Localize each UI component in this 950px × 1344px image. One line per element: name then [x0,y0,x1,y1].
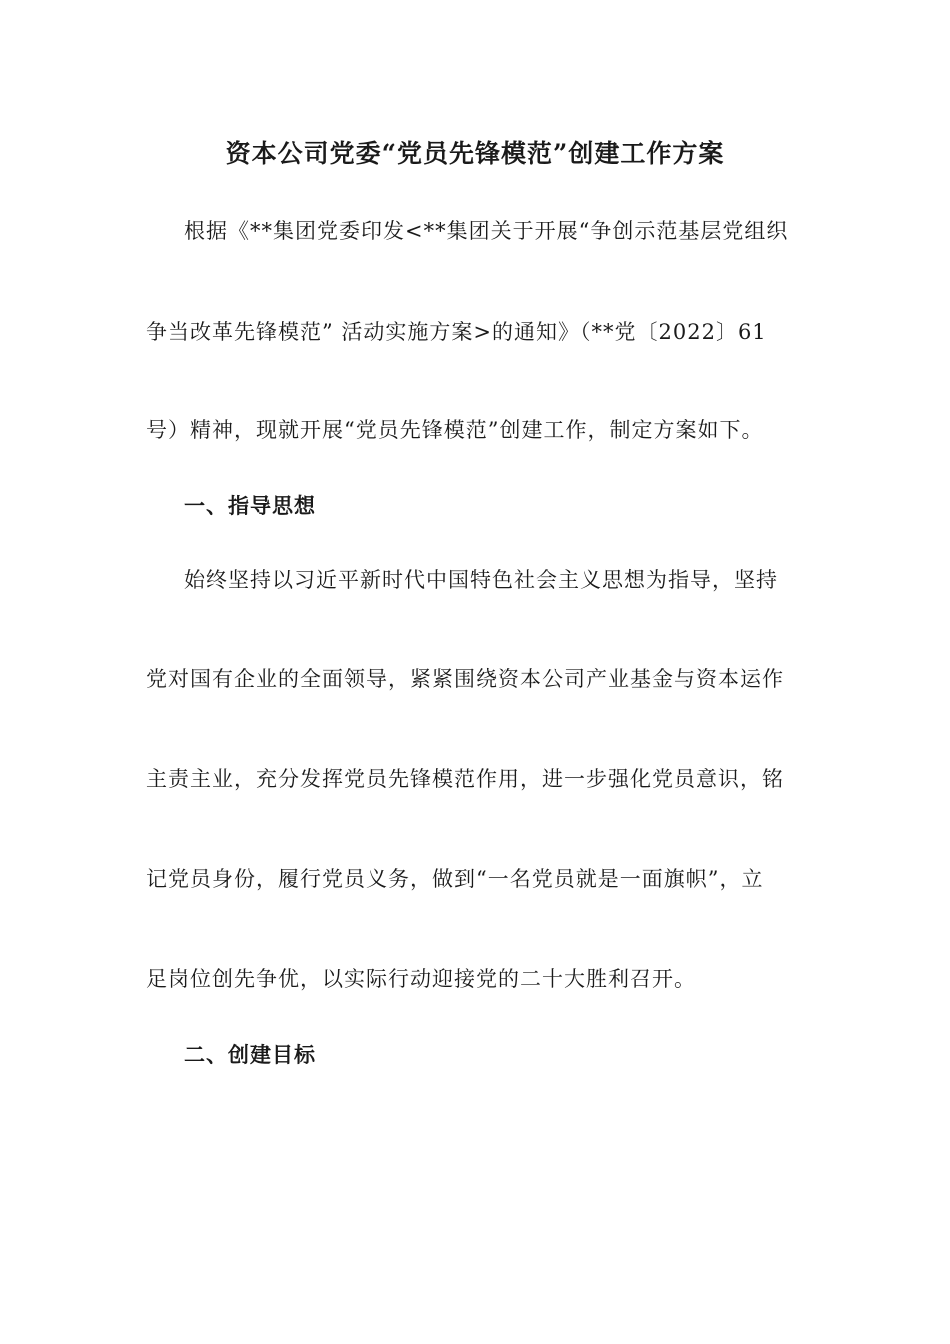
document-title: 资本公司党委“党员先锋模范”创建工作方案 [225,139,725,168]
intro-line-2: 争当改革先锋模范” 活动实施方案>的通知》（**党〔2022〕61 [146,320,767,344]
section1-line-1: 始终坚持以习近平新时代中国特色社会主义思想为指导，坚持 [184,568,778,592]
section-heading-goals: 二、创建目标 [184,1042,316,1067]
section1-line-4: 记党员身份，履行党员义务，做到“一名党员就是一面旗帜”，立 [146,867,764,891]
section1-line-2: 党对国有企业的全面领导，紧紧围绕资本公司产业基金与资本运作 [146,667,784,691]
section1-line-3: 主责主业，充分发挥党员先锋模范作用，进一步强化党员意识，铭 [146,767,784,791]
intro-line-3: 号）精神，现就开展“党员先锋模范”创建工作，制定方案如下。 [146,418,764,442]
section-heading-guiding-thought: 一、指导思想 [184,493,316,518]
intro-line-1: 根据《**集团党委印发<**集团关于开展“争创示范基层党组织 [184,219,789,243]
section1-line-5: 足岗位创先争优，以实际行动迎接党的二十大胜利召开。 [146,967,696,991]
